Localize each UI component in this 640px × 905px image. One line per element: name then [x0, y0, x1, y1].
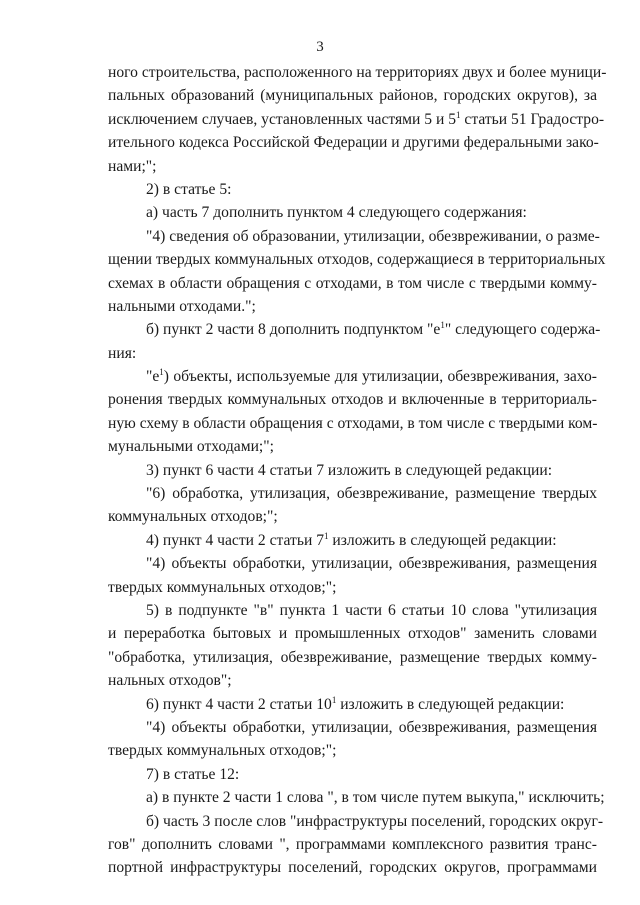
text-run: "6) обработка, утилизация, обезвреживание, размещение твердых: [146, 485, 597, 503]
text-run: щении твердых коммунальных отходов, содержащиеся в территориальных: [108, 251, 606, 269]
text-line: [108, 318, 601, 341]
text-line: [108, 599, 597, 622]
superscript: 1: [324, 530, 329, 541]
text-line: [108, 84, 597, 107]
text-run: 3) пункт 6 части 4 статьи 7 изложить в следующей редакции:: [146, 461, 553, 479]
text-line: [108, 412, 597, 435]
superscript: 1: [440, 320, 445, 331]
text-line: [108, 529, 597, 552]
text-line: [108, 622, 597, 645]
text-run: 5) в подпункте "в" пункта 1 части 6 статьи 10 слова "утилизация: [146, 601, 597, 619]
text-run: "е: [146, 368, 160, 386]
text-run: и переработка бытовых и промышленных отходов" заменить словами: [108, 625, 597, 643]
text-run: изложить в следующей редакции:: [336, 695, 565, 713]
text-run: 2) в статье 5:: [146, 180, 232, 198]
text-run: 7) в статье 12:: [146, 765, 240, 783]
page-number: 3: [316, 39, 324, 55]
text-line: [108, 225, 600, 248]
text-line: [108, 435, 597, 458]
text-line: [108, 810, 604, 833]
text-line: [108, 505, 597, 528]
text-line: [108, 576, 597, 599]
text-run: ительного кодекса Российской Федерации и другими федеральными зако-: [108, 134, 599, 152]
text-run: портной инфраструктуры поселений, городских округов, программами: [108, 859, 597, 877]
superscript: 1: [159, 367, 164, 378]
text-line: [108, 669, 597, 692]
text-run: изложить в следующей редакции:: [328, 531, 557, 549]
text-line: [108, 131, 597, 154]
text-run: пальных образований (муниципальных районов, городских округов), за: [108, 87, 597, 105]
text-line: [108, 459, 597, 482]
text-run: ронения твердых коммунальных отходов и включенные в территориаль-: [108, 391, 597, 409]
text-run: схемах в области обращения с отходами, в том числе с твердыми комму-: [108, 274, 597, 292]
text-run: гов" дополнить словами ", программами комплексного развития транс-: [108, 835, 597, 853]
text-line: [108, 365, 597, 388]
text-run: исключением случаев, установленных частями 5 и 5: [108, 110, 456, 128]
text-line: [108, 646, 597, 669]
text-line: [108, 178, 597, 201]
text-run: "обработка, утилизация, обезвреживание, размещение твердых комму-: [108, 648, 597, 666]
text-run: ) объекты, используемые для утилизации, обезвреживания, захо-: [163, 368, 597, 386]
document-body: [108, 61, 607, 880]
text-line: [108, 739, 597, 762]
text-run: а) часть 7 дополнить пунктом 4 следующего содержания:: [146, 204, 527, 222]
text-run: нами;";: [108, 157, 157, 175]
text-line: [108, 108, 605, 131]
superscript: 1: [331, 694, 337, 705]
text-run: нальных отходов";: [108, 672, 232, 690]
text-line: [108, 272, 597, 295]
text-run: б) часть 3 после слов "инфраструктуры поселений, городских округ-: [146, 812, 604, 830]
text-line: [108, 763, 597, 786]
text-line: [108, 61, 607, 84]
text-line: [108, 342, 597, 365]
text-line: [108, 786, 605, 809]
text-run: ную схему в области обращения с отходами, в том числе с твердыми ком-: [108, 414, 598, 432]
text-line: [108, 248, 606, 271]
text-run: твердых коммунальных отходов;";: [108, 742, 337, 760]
text-line: [108, 833, 597, 856]
text-run: б) пункт 2 части 8 дополнить подпунктом "е: [146, 321, 441, 339]
text-run: 6) пункт 4 части 2 статьи 10: [146, 695, 332, 713]
text-line: [108, 295, 597, 318]
text-run: "4) сведения об образовании, утилизации, обезвреживании, о разме-: [146, 227, 600, 245]
text-run: мунальными отходами;";: [108, 438, 274, 456]
text-run: "4) объекты обработки, утилизации, обезвреживания, размещения: [146, 555, 597, 573]
superscript: 1: [456, 109, 461, 120]
text-line: [108, 552, 597, 575]
text-run: нальными отходами.";: [108, 297, 256, 315]
text-line: [108, 388, 597, 411]
text-run: твердых коммунальных отходов;";: [108, 578, 337, 596]
text-line: [108, 155, 597, 178]
text-run: " следующего содержа-: [444, 321, 601, 339]
text-run: а) в пункте 2 части 1 слова ", в том числе путем выкупа," исключить;: [146, 789, 605, 807]
text-line: [108, 482, 597, 505]
text-line: [108, 856, 597, 879]
text-line: [108, 693, 597, 716]
text-run: "4) объекты обработки, утилизации, обезвреживания, размещения: [146, 718, 597, 736]
text-run: коммунальных отходов;";: [108, 508, 278, 526]
text-line: [108, 201, 597, 224]
text-run: статьи 51 Градостро-: [460, 110, 605, 128]
text-run: ния:: [108, 344, 137, 362]
text-line: [108, 716, 597, 739]
text-run: ного строительства, расположенного на территориях двух и более муници-: [108, 64, 607, 81]
text-run: 4) пункт 4 части 2 статьи 7: [146, 531, 325, 549]
